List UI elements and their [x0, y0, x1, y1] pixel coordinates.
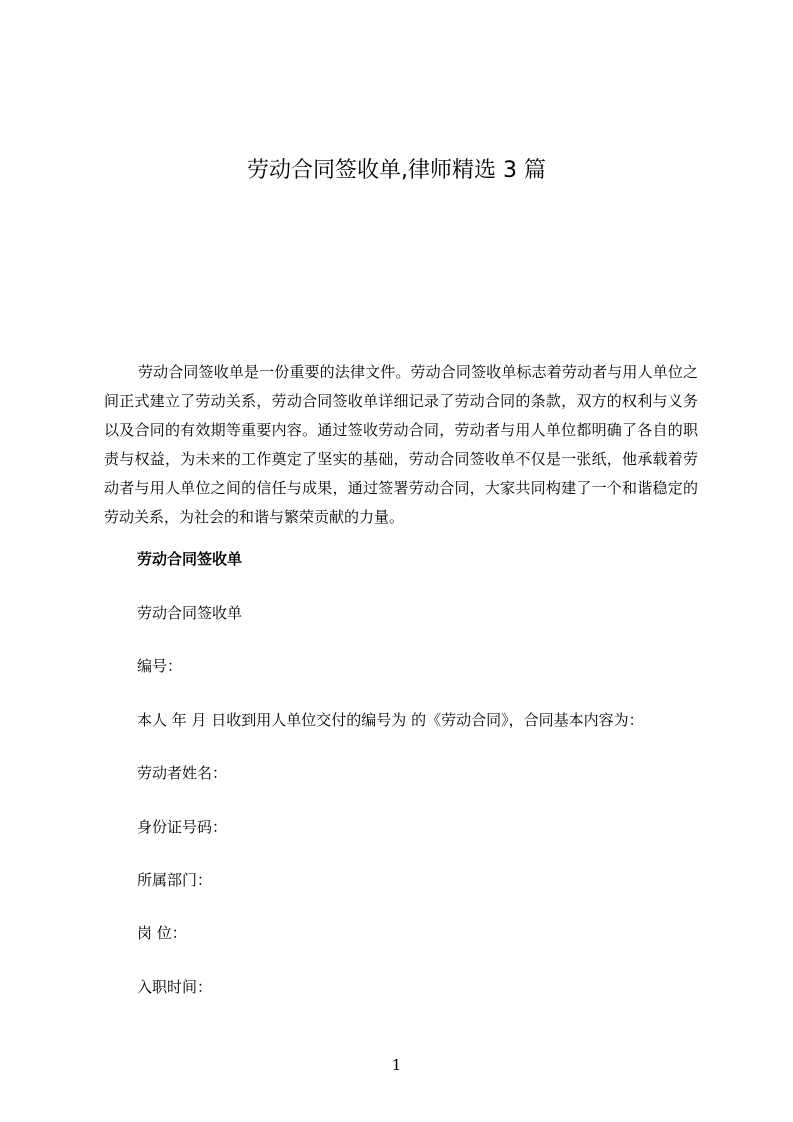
section-heading: 劳动合同签收单 [137, 550, 243, 568]
document-title: 劳动合同签收单,律师精选 3 篇 [247, 157, 546, 183]
intro-paragraph: 劳动合同签收单是一份重要的法律文件。劳动合同签收单标志着劳动者与用人单位之间正式建立了劳动关系，劳动合同签收单详细记录了劳动合同的条款，双方的权利与义务以及合同的有效期等重要内容。通过签收劳动合同，劳动者与用人单位都明确了各自的职责与权益，为未来的工作奠定了坚实的基础，劳动合同签收单不仅是一张纸，他承载着劳动者与用人单位之间的信任与成果，通过签署劳动合同，大家共同构建了一个和谐稳定的劳动关系，为社会的和谐与繁荣贡献的力量。 [104, 363, 698, 526]
entry-time-label: 入职时间： [137, 978, 213, 996]
number-label: 编号： [137, 657, 183, 675]
form-title: 劳动合同签收单 [137, 604, 243, 622]
worker-name-label: 劳动者姓名： [137, 764, 228, 782]
department-label: 所属部门： [137, 871, 213, 889]
page-number: 1 [391, 1056, 402, 1074]
position-label: 岗 位： [137, 924, 187, 942]
id-number-label: 身份证号码： [137, 818, 228, 836]
receipt-statement: 本人 年 月 日收到用人单位交付的编号为 的《劳动合同》，合同基本内容为： [137, 711, 644, 729]
